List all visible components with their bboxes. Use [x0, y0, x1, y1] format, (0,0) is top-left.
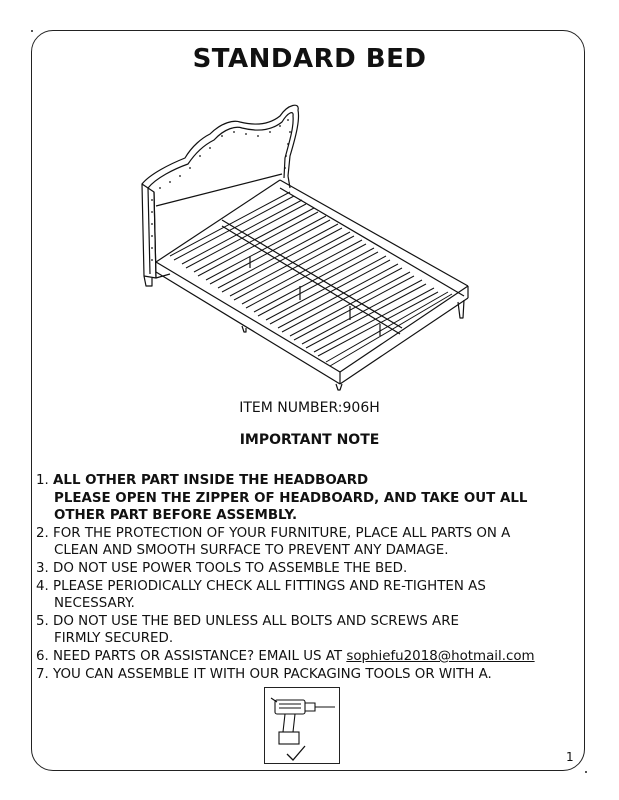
- note-7: 7. YOU CAN ASSEMBLE IT WITH OUR PACKAGING TOOLS OR WITH A.: [36, 666, 492, 682]
- note-1-line-2: PLEASE OPEN THE ZIPPER OF HEADBOARD, AND TAKE OUT ALL: [54, 490, 528, 506]
- note-6-text: 6. NEED PARTS OR ASSISTANCE? EMAIL US AT: [36, 648, 347, 664]
- note-4-line-2: NECESSARY.: [54, 596, 135, 612]
- item-number: ITEM NUMBER:906H: [239, 400, 380, 416]
- note-6: [36, 648, 596, 666]
- note-5-line-2: FIRMLY SECURED.: [54, 631, 174, 647]
- support-email-link[interactable]: sophiefu2018@hotmail.com: [346, 648, 535, 664]
- drill-tool-box: [264, 687, 340, 764]
- note-5-line-1: 5. DO NOT USE THE BED UNLESS ALL BOLTS AND SCREWS ARE: [36, 613, 459, 629]
- note-3: 3. DO NOT USE POWER TOOLS TO ASSEMBLE THE BED.: [36, 560, 408, 576]
- note-1-line-1: ALL OTHER PART INSIDE THE HEADBOARD: [53, 473, 369, 488]
- corner-mark: [31, 30, 33, 32]
- checkmark-icon: [287, 746, 305, 760]
- note-1-line-3: OTHER PART BEFORE ASSEMBLY.: [54, 508, 298, 524]
- corner-mark: [585, 771, 587, 773]
- important-note-heading: IMPORTANT NOTE: [239, 432, 380, 448]
- note-1-number: 1.: [36, 473, 49, 488]
- note-4-line-1: 4. PLEASE PERIODICALLY CHECK ALL FITTINGS AND RE-TIGHTEN AS: [36, 578, 486, 594]
- notes-list: [36, 472, 596, 683]
- note-2-line-1: 2. FOR THE PROTECTION OF YOUR FURNITURE, PLACE ALL PARTS ON A: [36, 525, 511, 541]
- power-drill-icon: [271, 698, 335, 744]
- note-1: [36, 472, 596, 490]
- page-title: STANDARD BED: [192, 44, 427, 74]
- page-number: 1: [566, 750, 574, 764]
- note-2-line-2: CLEAN AND SMOOTH SURFACE TO PREVENT ANY DAMAGE.: [54, 543, 449, 559]
- bed-illustration: [130, 96, 480, 396]
